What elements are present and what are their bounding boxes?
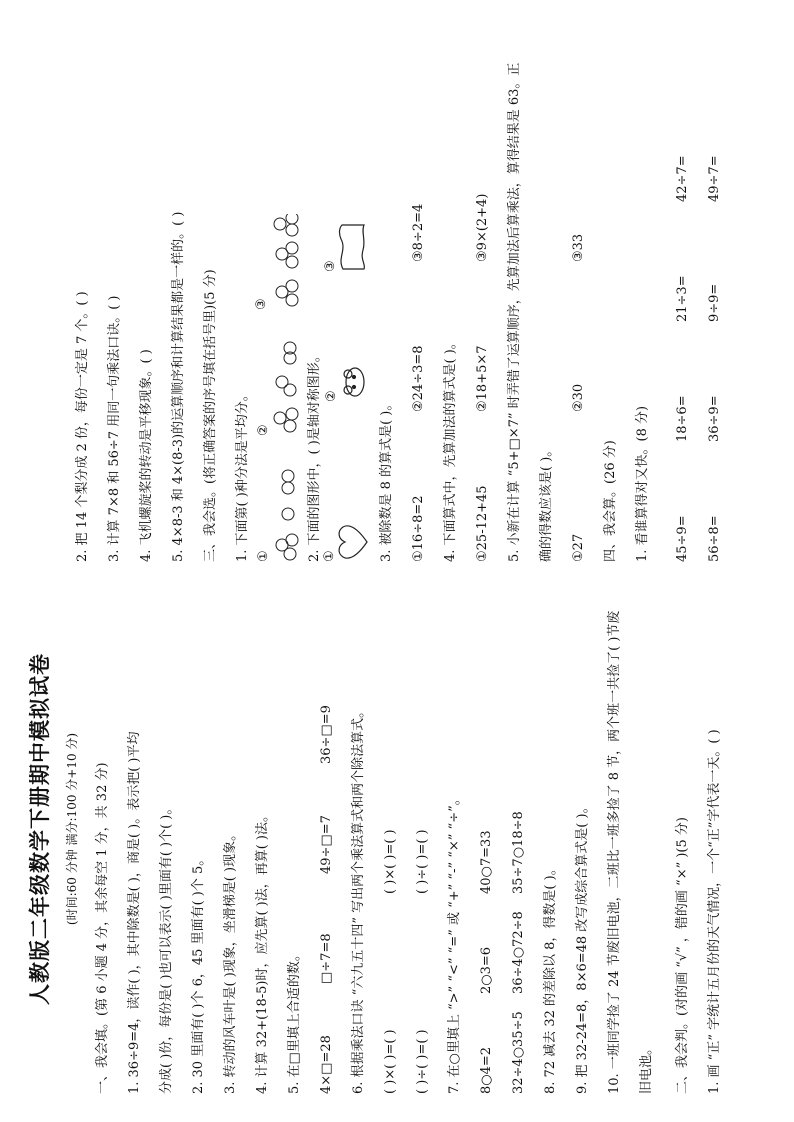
s4-item: 36÷9= (707, 395, 722, 442)
s1-q8: 8. 72 减去 32 的差除以 8，得数是( )。 (543, 862, 558, 1094)
s4-row (708, 155, 721, 562)
s1-q4: 4. 计算 32+(18-5)时，应先算( )法，再算( )法。 (255, 808, 270, 1094)
s1-q6-blank: ( )×( )=( ) (383, 829, 398, 894)
s4-item: 49÷7= (707, 155, 722, 202)
option-number: ③ (322, 260, 338, 272)
s1-q1-line2: 分成( )份，每份是( )也可以表示( )里面有( )个( )。 (159, 801, 174, 1094)
s1-q5-items (320, 705, 333, 1094)
s3-q2-option (324, 222, 369, 272)
s2-q1: 1. 画 “正” 字统计五月份的天气情况，一个“正”字代表一天。( ) (707, 729, 722, 1094)
s3-q3-option: ②24÷3=8 (411, 345, 426, 412)
s1-q5-item: □÷7=8 (319, 933, 334, 984)
s3-q2-option (325, 362, 368, 402)
s1-q7-item: 36÷4○72÷8 (511, 911, 526, 994)
s3-q4-options (476, 194, 489, 562)
s4-item: 45÷9= (675, 515, 690, 562)
s1-q5-item: 4×□=28 (319, 1035, 334, 1094)
section4-heading: 四、我会算。(26 分) (603, 440, 618, 562)
s1-q5-item: 36÷□=9 (319, 705, 334, 764)
apple-groups-icon (268, 214, 302, 310)
s3-q1-option (257, 466, 300, 562)
s1-q6-row (416, 829, 429, 1094)
s3-q2-option (323, 522, 370, 562)
s3-q5-option: ③33 (571, 233, 586, 262)
s3-q3: 3. 被除数是 8 的算式是( )。 (379, 397, 394, 562)
apple-groups-icon (270, 340, 300, 436)
s3-q1-option (255, 214, 302, 310)
section3-heading: 三、我会选。(将正确答案的序号填在括号里)(5 分) (203, 269, 218, 562)
s1-q7: 7. 在○里填上 “>” “<” “=” 或 “+” “-” “×” “÷”。 (447, 792, 462, 1094)
exam-info: (时间:60 分钟 满分:100 分+10 分) (65, 732, 79, 926)
s4-item: 18÷6= (675, 395, 690, 442)
s3-q1-options (253, 214, 300, 562)
page-title: 人教版二年级数学下册期中模拟试卷 (28, 653, 52, 1005)
s1-q7-row (512, 811, 525, 1094)
s2-q3: 3. 计算 7×8 和 56÷7 用同一句乘法口诀。( ) (107, 295, 122, 562)
s1-q1-line1: 1. 36÷9=4，读作( )，其中除数是( )，商是( )。表示把( )平均 (127, 731, 142, 1094)
s1-q6: 6. 根据乘法口诀 “六九五十四” 写出两个乘法算式和两个除法算式。 (351, 704, 366, 1094)
s3-q5-line1: 5. 小新在计算 “5+□×7” 时弄错了运算顺序，先算加法后算乘法，算得结果是 63。正 (507, 62, 522, 562)
section2-heading: 二、我会判。(对的画 “√” ，错的画 “×” )(5 分) (675, 817, 690, 1094)
s1-q6-row (384, 829, 397, 1094)
s3-q5-option: ①27 (571, 533, 586, 562)
s1-q7-item: 2○3=6 (479, 946, 494, 994)
s4-row (676, 155, 689, 562)
s1-q6-blank: ( )×( )=( ) (383, 1029, 398, 1094)
s3-q3-option: ③8÷2=4 (411, 203, 426, 262)
s4-item: 9÷9= (707, 283, 722, 322)
s3-q1: 1. 下面第( )种分法是平均分。 (235, 388, 250, 562)
s3-q5-options (572, 234, 585, 562)
s1-q3: 3. 转动的风车叶是( )现象，坐滑梯是( )现象。 (223, 827, 238, 1094)
s3-q4-option: ③9×(2+4) (475, 193, 490, 262)
s2-q5: 5. 4×8-3 和 4×(8-3)的运算顺序和计算结果都是一样的。( ) (171, 211, 186, 562)
s1-q6-blank: ( )÷( )=( ) (415, 1029, 430, 1094)
s2-q2: 2. 把 14 个梨分成 2 份，每份一定是 7 个。( ) (75, 291, 90, 562)
s3-q4-option: ②18+5×7 (475, 345, 490, 412)
s4-item: 56÷8= (707, 515, 722, 562)
s4-item: 42÷7= (675, 155, 690, 202)
s1-q7-item: 32÷4○35÷5 (511, 1011, 526, 1094)
s3-q5-option: ②30 (571, 383, 586, 412)
cartoon-animal-icon (338, 362, 368, 402)
apple-groups-icon (270, 466, 300, 562)
s3-q5-line2: 确的得数应该是( )。 (539, 443, 554, 562)
option-number: ① (255, 550, 271, 562)
option-number: ① (321, 550, 337, 562)
s3-q4: 4. 下面算式中，先算加法的算式是( )。 (443, 336, 458, 562)
s1-q7-row (480, 830, 493, 1094)
section1-heading: 一、我会填。(第 6 小题 4 分，其余每空 1 分，共 32 分) (95, 762, 110, 1094)
s1-q7-item: 35÷7○18÷8 (511, 811, 526, 894)
s3-q3-option: ①16÷8=2 (411, 495, 426, 562)
flag-icon (337, 222, 369, 272)
option-number: ② (255, 424, 271, 436)
option-number: ② (323, 390, 339, 402)
s1-q7-item: 40○7=33 (479, 830, 494, 894)
s3-q1-option (257, 340, 300, 436)
s1-q5: 5. 在□里填上合适的数。 (287, 948, 302, 1094)
s3-q2: 2. 下面的图形中，( )是轴对称图形。 (307, 349, 322, 562)
s1-q10-line1: 10. 一班同学捡了 24 节废旧电池，二班比一班多捡了 8 节，两个班一共捡了( )节废 (607, 610, 622, 1094)
s4-item: 21÷3= (675, 275, 690, 322)
s1-q5-item: 49÷□=7 (319, 815, 334, 874)
s1-q2: 2. 30 里面有( )个 6，45 里面有( )个 5。 (191, 852, 206, 1094)
option-number: ③ (253, 298, 269, 310)
s1-q6-blank: ( )÷( )=( ) (415, 829, 430, 894)
s4-q1: 1. 看谁算得对又快。(8 分) (635, 405, 650, 562)
s3-q2-options (321, 222, 366, 562)
s2-q4: 4. 飞机螺旋桨的转动是平移现象。( ) (139, 349, 154, 562)
s3-q4-option: ①25-12+45 (475, 485, 490, 562)
heart-icon (336, 522, 370, 562)
s3-q3-options (412, 204, 425, 562)
s1-q7-item: 8○4=2 (479, 1046, 494, 1094)
s1-q9: 9. 把 32-24=8，8×6=48 改写成综合算式是( )。 (575, 800, 590, 1094)
s1-q10-line2: 旧电池。 (639, 1041, 654, 1094)
